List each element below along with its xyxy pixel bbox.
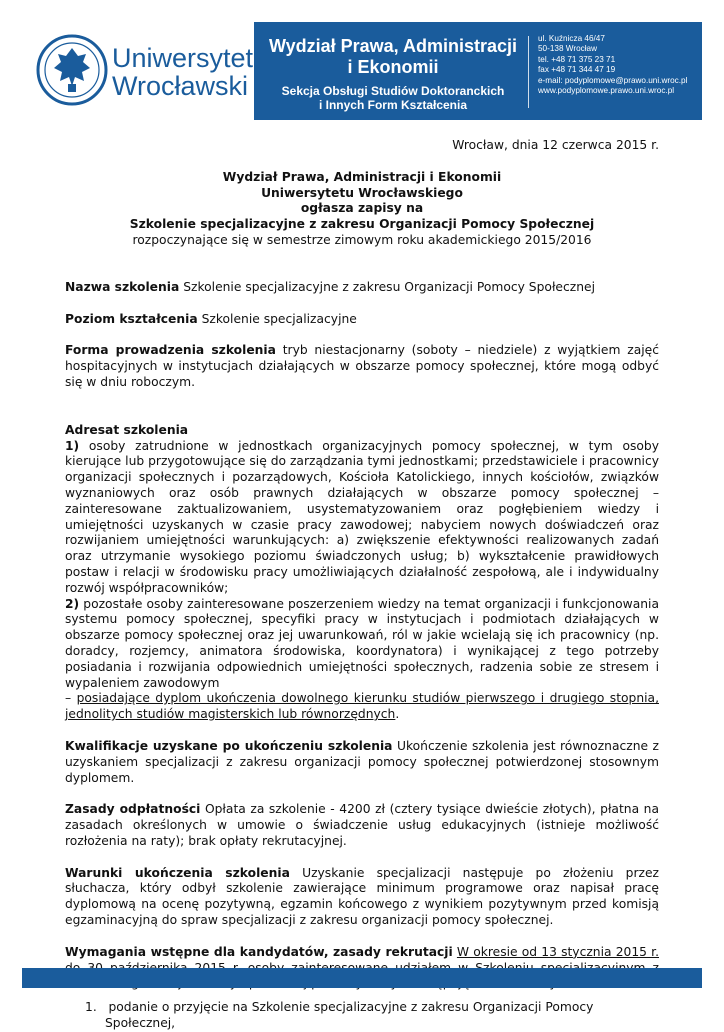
course-name-value: Szkolenie specjalizacyjne z zakresu Organizacji Pomocy Społecznej bbox=[179, 279, 595, 294]
faculty-name-line2: i Ekonomii bbox=[347, 57, 439, 77]
section-name-line2: i Innych Form Kształcenia bbox=[318, 98, 468, 112]
heading-line-2: Uniwersytetu Wrocławskiego bbox=[261, 185, 463, 200]
course-form bbox=[65, 343, 659, 390]
audience-item-2 bbox=[65, 597, 659, 692]
list-item-text: podanie o przyjęcie na Szkolenie specjalizacyjne z zakresu Organizacji Pomocy Społecznej, bbox=[105, 1000, 594, 1031]
contact-city: 50-138 Wrocław bbox=[538, 44, 598, 54]
audience-item-1-text: osoby zatrudnione w jednostkach organizacyjnych pomocy społecznej, w tym osoby kierujące lub przygotowujące się do zarządzania tymi jednostkami; przedstawiciele i pracownicy organizacji społecznych i pozarządowych, Kościoła Katolickiego, innych kościołów, związków wyznaniowych oraz osób prawnych działających w obszarze pomocy społecznej – zainteresowane zaktualizowaniem, usystematyzowaniem oraz pogłębieniem wiedzy i umiejętności uzyskanych w czasie pracy zawodowej; nabyciem nowych doświadczeń oraz rozwijaniem umiejętności warunkujących: a) zwiększenie efektywności realizowanych zadań oraz utrzymanie wysokiego poziomu świadczonych usług; b) wykształcenie prawidłowych postaw i relacji w środowisku pracy umożliwiających działalność zespołową, ale i indywidualny rozwój współpracowników; bbox=[65, 438, 659, 595]
completion-value: Uzyskanie specjalizacji następuje po złożeniu przez słuchacza, który odbył szkolenie zawierające minimum programowe oraz napisał pracę dyplomową na ocenę pozytywną, egzamin końcowego z wynikiem pozytywnym przed komisją egzaminacyjną do spraw specjalizacji z zakresu organizacji pomocy społecznej. bbox=[65, 865, 659, 928]
entry-requirements-dates: W okresie od 13 stycznia 2015 r. bbox=[456, 944, 659, 959]
contact-website[interactable]: www.podyplomowe.prawo.uni.wroc.pl bbox=[538, 86, 675, 96]
contact-email[interactable]: e-mail: podyplomowe@prawo.uni.wroc.pl bbox=[538, 75, 688, 85]
university-name-line2: Wrocławski bbox=[112, 71, 249, 101]
audience-item-1 bbox=[65, 439, 659, 597]
qualifications bbox=[65, 739, 659, 786]
list-item bbox=[65, 1000, 659, 1032]
heading-line-4: Szkolenie specjalizacyjne z zakresu Organizacji Pomocy Społecznej bbox=[129, 217, 595, 232]
document-body bbox=[65, 132, 659, 1032]
heading-subtitle: rozpoczynające się w semestrze zimowym roku akademickiego 2015/2016 bbox=[132, 232, 592, 247]
fees-label: Zasady odpłatności bbox=[65, 802, 201, 817]
course-name-label: Nazwa szkolenia bbox=[65, 279, 180, 294]
qualifications-value: Ukończenie szkolenia jest równoznaczne z uzyskaniem specjalizacji z zakresu organizacji pomocy społecznej potwierdzonej stosownym dyplomem. bbox=[65, 738, 659, 785]
document-heading bbox=[65, 170, 659, 249]
header-band bbox=[254, 22, 702, 120]
university-name bbox=[112, 44, 253, 100]
completion-conditions bbox=[65, 866, 659, 929]
audience-requirement bbox=[65, 691, 659, 723]
contact-address: ul. Kuźnicza 46/47 bbox=[538, 34, 605, 43]
letterhead bbox=[22, 22, 702, 120]
audience-item-1-num: 1) bbox=[65, 438, 80, 453]
document-date: Wrocław, dnia 12 czerwca 2015 r. bbox=[452, 138, 659, 152]
audience-item-2-text: pozostałe osoby zainteresowane poszerzeniem wiedzy na temat organizacji i funkcjonowania systemu pomocy społecznej, specyfiki pracy w instytucjach i podmiotach działających w obszarze pomocy społecznej oraz jej uwarunkowań, ról w jakie wcielają się ich pracownicy (np. doradcy, rozjemcy, animatora środowiska, koordynatora) i wynikającej z tego potrzeby posiadania i rozwijania odpowiednich umiejętności społecznych, radzenia sobie ze stresem i wypaleniem zawodowym bbox=[65, 596, 659, 690]
course-form-value: tryb niestacjonarny (soboty – niedziele) z wyjątkiem zajęć hospitacyjnych w instytucjach działających w obszarze pomocy społecznej, które mogą odbyć się w dniu roboczym. bbox=[65, 343, 659, 389]
university-logo bbox=[22, 22, 254, 120]
course-level bbox=[65, 312, 659, 328]
course-level-value: Szkolenie specjalizacyjne bbox=[197, 311, 357, 326]
audience-heading bbox=[65, 423, 659, 439]
course-form-label: Forma prowadzenia szkolenia bbox=[65, 343, 276, 358]
footer-bar bbox=[22, 968, 702, 988]
heading-line-1: Wydział Prawa, Administracji i Ekonomii bbox=[222, 169, 502, 184]
entry-requirements-label: Wymagania wstępne dla kandydatów, zasady rekrutacji bbox=[65, 944, 453, 959]
section-name-line1: Sekcja Obsługi Studiów Doktoranckich bbox=[281, 84, 505, 98]
faculty-block bbox=[264, 36, 522, 112]
audience-requirement-prefix: – bbox=[65, 691, 77, 706]
audience-requirement-text: posiadające dyplom ukończenia dowolnego kierunku studiów pierwszego i drugiego stopnia, jednolitych studiów magisterskich lub równorzędnych bbox=[65, 691, 659, 722]
audience-label: Adresat szkolenia bbox=[65, 422, 189, 437]
audience-requirement-suffix: . bbox=[395, 707, 400, 722]
heading-line-3: ogłasza zapisy na bbox=[300, 201, 424, 216]
university-seal-icon bbox=[36, 34, 108, 106]
contact-info bbox=[538, 34, 687, 96]
header-divider bbox=[528, 36, 529, 108]
completion-label: Warunki ukończenia szkolenia bbox=[65, 865, 290, 880]
documents-list bbox=[65, 1000, 659, 1032]
fees bbox=[65, 802, 659, 849]
fees-value: Opłata za szkolenie - 4200 zł (cztery tysiące dwieście złotych), płatna na zasadach określonych w umowie o świadczenie usług edukacyjnych (istnieje możliwość rozłożenia na raty); brak opłaty rekrutacyjnej. bbox=[65, 802, 659, 848]
contact-phone: tel. +48 71 375 23 71 bbox=[538, 54, 616, 64]
list-item-number: 1. bbox=[85, 1000, 97, 1015]
course-name bbox=[65, 280, 659, 296]
audience-item-2-num: 2) bbox=[65, 596, 80, 611]
faculty-name-line1: Wydział Prawa, Administracji bbox=[268, 36, 518, 56]
contact-fax: fax +48 71 344 47 19 bbox=[538, 65, 616, 75]
course-level-label: Poziom kształcenia bbox=[65, 311, 198, 326]
qualifications-label: Kwalifikacje uzyskane po ukończeniu szkolenia bbox=[65, 738, 393, 753]
university-name-line1: Uniwersytet bbox=[112, 43, 254, 73]
